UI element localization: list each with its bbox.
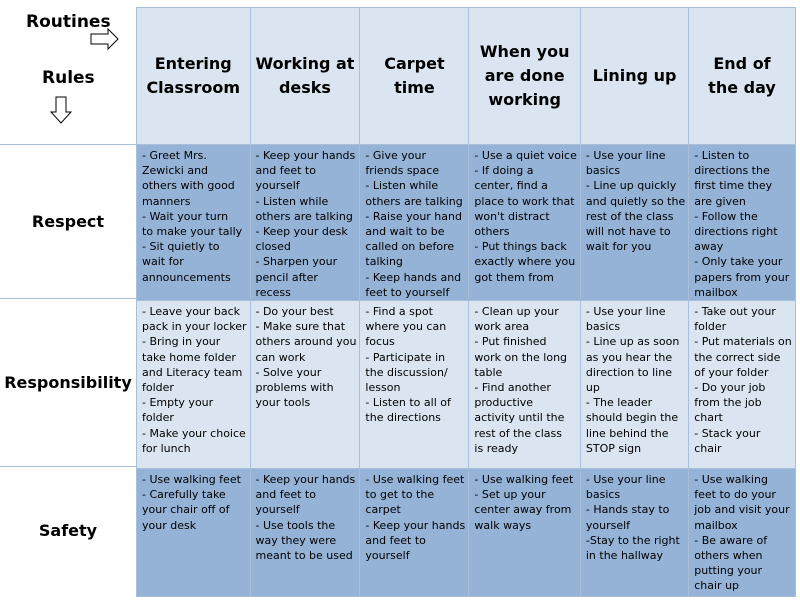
responsibility-endday-cell <box>689 301 796 469</box>
cell-line: - Listen to all of <box>365 396 451 410</box>
cell-line: announcements <box>142 270 231 284</box>
cell-line: in the hallway <box>585 549 664 563</box>
cell-line: carpet <box>365 503 401 517</box>
cell-line: others are talking <box>255 209 353 223</box>
cell-line: pencil after <box>255 270 318 284</box>
cell-line: talking <box>365 255 403 269</box>
row-label-text: Respect <box>31 212 105 231</box>
cell-line: others when <box>694 549 763 563</box>
responsibility-entering-cell <box>137 301 251 469</box>
cell-line: and feet to <box>255 164 316 178</box>
cell-line: - Stack your <box>694 426 761 440</box>
rules-matrix <box>136 7 796 597</box>
cell-line: table <box>474 365 503 379</box>
cell-line: - Use tools the <box>255 518 336 532</box>
arrow-down-icon <box>50 96 72 124</box>
column-header-end-of-day <box>689 8 796 145</box>
safety-done-cell <box>469 469 580 597</box>
cell-line: rest of the class <box>585 209 674 223</box>
cell-line: away <box>694 240 724 254</box>
cell-line: work on the long <box>474 350 568 364</box>
cell-line: - Do your job <box>694 381 766 395</box>
cell-line: - Sharpen your <box>255 255 338 269</box>
cell-line: - Line up as soon <box>585 335 680 349</box>
routines-label: Routines <box>26 12 111 32</box>
cell-line: direction to line <box>585 365 672 379</box>
cell-line: yourself <box>365 549 410 563</box>
cell-line: others with good <box>142 179 235 193</box>
cell-line: should begin the <box>585 411 679 425</box>
cell-line: - Listen while <box>365 179 439 193</box>
cell-line: closed <box>255 240 291 254</box>
cell-line: - Wait your turn <box>142 209 229 223</box>
responsibility-done-cell <box>469 301 580 469</box>
cell-line: - Raise your hand <box>365 209 462 223</box>
respect-done-cell <box>469 145 580 301</box>
cell-line: - Use a quiet voice <box>474 149 577 162</box>
cell-line: folder <box>142 411 174 425</box>
safety-carpet-cell <box>360 469 469 597</box>
cell-line: - Participate in <box>365 350 446 364</box>
cell-line: - Keep your hands <box>255 149 356 162</box>
header-line: Carpet <box>384 54 445 73</box>
respect-carpet-cell <box>360 145 469 301</box>
header-line: working <box>488 90 561 109</box>
header-line: Entering <box>154 54 232 73</box>
cell-line: others are talking <box>365 194 463 208</box>
cell-line: - The leader <box>585 396 653 410</box>
responsibility-carpet-cell <box>360 301 469 469</box>
cell-line: feet to yourself <box>365 285 450 299</box>
cell-line: and feet to <box>365 533 426 547</box>
column-header-entering-classroom <box>137 8 251 145</box>
corner-legend <box>0 0 136 144</box>
cell-line: -Stay to the right <box>585 533 680 547</box>
cell-line: Zewicki and <box>142 164 209 178</box>
cell-line: - Give your <box>365 149 426 162</box>
cell-line: - Put materials on <box>694 335 792 349</box>
cell-line: feet to do your <box>694 488 776 502</box>
cell-line: - Use your line <box>585 473 666 487</box>
header-line: When you <box>479 42 570 61</box>
cell-line: - Line up quickly <box>585 179 677 193</box>
header-line: Classroom <box>146 78 241 97</box>
cell-line: - Solve your <box>255 365 322 379</box>
cell-line: basics <box>585 320 621 334</box>
cell-line: chart <box>694 411 723 425</box>
cell-line: - Keep hands and <box>365 270 462 284</box>
cell-line: the discussion/ <box>365 365 448 379</box>
cell-line: - Set up your <box>474 488 546 502</box>
cell-line: yourself <box>255 179 300 193</box>
cell-line: yourself <box>585 518 631 532</box>
cell-line: center, find a <box>474 179 548 193</box>
cell-line: - Use your line <box>585 149 666 162</box>
header-line: Lining up <box>592 66 677 85</box>
responsibility-lining-cell <box>580 301 688 469</box>
cell-line: place to work that <box>474 194 575 208</box>
row-safety <box>137 469 796 597</box>
cell-line: your chair off of <box>142 503 230 517</box>
cell-line: - Use walking feet <box>474 473 574 487</box>
cell-line: is ready <box>474 441 518 455</box>
cell-line: - Only take your <box>694 255 783 269</box>
cell-line: - Listen to <box>694 149 750 162</box>
cell-line: wait for you <box>585 240 652 254</box>
cell-line: mailbox <box>694 285 738 299</box>
header-line: the day <box>708 78 776 97</box>
cell-line: - Follow the <box>694 209 758 223</box>
cell-line: - Sit quietly to <box>142 240 220 254</box>
cell-line: - Use walking feet <box>142 473 241 487</box>
header-line: desks <box>278 78 331 97</box>
cell-line: productive <box>474 396 534 410</box>
cell-line: - Empty your <box>142 396 214 410</box>
cell-line: focus <box>365 335 395 349</box>
cell-line: - Take out your <box>694 305 776 319</box>
cell-line: friends space <box>365 164 440 178</box>
row-label-safety <box>0 466 136 594</box>
cell-line: your desk <box>142 518 197 532</box>
cell-line: center away from <box>474 503 572 517</box>
row-label-text: Responsibility <box>4 373 132 392</box>
cell-line: - Find another <box>474 381 551 395</box>
cell-line: for lunch <box>142 441 191 455</box>
cell-line: putting your <box>694 564 763 578</box>
cell-line: chair up <box>694 579 740 593</box>
respect-endday-cell <box>689 145 796 301</box>
cell-line: basics <box>585 164 621 178</box>
cell-line: wait for <box>142 255 184 269</box>
cell-line: - Keep your desk <box>255 225 348 239</box>
cell-line: - Make your choice <box>142 426 246 440</box>
cell-line: recess <box>255 285 291 299</box>
cell-line: walk ways <box>474 518 532 532</box>
cell-line: others around you <box>255 335 357 349</box>
safety-lining-cell <box>580 469 688 597</box>
row-responsibility <box>137 301 796 469</box>
cell-line: yourself <box>255 503 300 517</box>
cell-line: as you hear the <box>585 350 673 364</box>
cell-line: problems with <box>255 381 334 395</box>
cell-line: chair <box>694 441 722 455</box>
cell-line: lesson <box>365 381 401 395</box>
cell-line: of your folder <box>694 365 769 379</box>
row-label-text: Safety <box>38 521 98 540</box>
column-header-carpet-time <box>360 8 469 145</box>
cell-line: will not have to <box>585 225 671 239</box>
cell-line: - Clean up your <box>474 305 559 319</box>
cell-line: - Be aware of <box>694 533 768 547</box>
cell-line: called on before <box>365 240 455 254</box>
cell-line: folder <box>142 381 174 395</box>
cell-line: to get to the <box>365 488 435 502</box>
cell-line: basics <box>585 488 621 502</box>
responsibility-desks-cell <box>250 301 360 469</box>
cell-line: where you can <box>365 320 447 334</box>
cell-line: - Keep your hands <box>365 518 466 532</box>
cell-line: manners <box>142 194 191 208</box>
cell-line: - Put finished <box>474 335 547 349</box>
header-line: are done <box>484 66 565 85</box>
cell-line: got them from <box>474 270 554 284</box>
cell-line: - Use walking feet <box>365 473 465 487</box>
cell-line: from the job <box>694 396 762 410</box>
cell-line: take home folder <box>142 350 236 364</box>
cell-line: STOP sign <box>585 441 642 455</box>
respect-desks-cell <box>250 145 360 301</box>
cell-line: others <box>474 225 510 239</box>
cell-line: - Make sure that <box>255 320 346 334</box>
cell-line: way they were <box>255 533 337 547</box>
column-header-lining-up <box>580 8 688 145</box>
cell-line: - Listen while <box>255 194 329 208</box>
cell-line: - Use your line <box>585 305 666 319</box>
cell-line: and wait to be <box>365 225 445 239</box>
column-header-done-working <box>469 8 580 145</box>
cell-line: - If doing a <box>474 164 534 178</box>
cell-line: and Literacy team <box>142 365 243 379</box>
cell-line: - Bring in your <box>142 335 221 349</box>
header-line: Working at <box>255 54 355 73</box>
cell-line: and feet to <box>255 488 316 502</box>
safety-endday-cell <box>689 469 796 597</box>
cell-line: rest of the class <box>474 426 562 440</box>
respect-entering-cell <box>137 145 251 301</box>
cell-line: - Carefully take <box>142 488 226 502</box>
cell-line: the correct side <box>694 350 781 364</box>
cell-line: - Put things back <box>474 240 567 254</box>
cell-line: are given <box>694 194 746 208</box>
cell-line: up <box>585 381 600 395</box>
cell-line: the directions <box>365 411 441 425</box>
cell-line: folder <box>694 320 727 334</box>
cell-line: to make your tally <box>142 225 243 239</box>
row-respect <box>137 145 796 301</box>
rules-label: Rules <box>42 68 95 88</box>
safety-entering-cell <box>137 469 251 597</box>
respect-lining-cell <box>580 145 688 301</box>
cell-line: - Do your best <box>255 305 334 319</box>
column-header-working-at-desks <box>250 8 360 145</box>
cell-line: and quietly so the <box>585 194 686 208</box>
cell-line: - Leave your back <box>142 305 241 319</box>
cell-line: work area <box>474 320 530 334</box>
safety-desks-cell <box>250 469 360 597</box>
cell-line: directions right <box>694 225 778 239</box>
header-row <box>137 8 796 145</box>
cell-line: directions the <box>694 164 770 178</box>
cell-line: activity until the <box>474 411 565 425</box>
cell-line: line behind the <box>585 426 669 440</box>
cell-line: job and visit your <box>694 503 790 517</box>
cell-line: - Hands stay to <box>585 503 670 517</box>
header-line: time <box>394 78 435 97</box>
row-label-respect <box>0 144 136 298</box>
cell-line: mailbox <box>694 518 738 532</box>
cell-line: - Greet Mrs. <box>142 149 207 162</box>
cell-line: pack in your locker <box>142 320 247 334</box>
cell-line: meant to be used <box>255 549 353 563</box>
cell-line: won't distract <box>474 209 550 223</box>
cell-line: - Keep your hands <box>255 473 356 487</box>
header-line: End of <box>713 54 771 73</box>
cell-line: your tools <box>255 396 311 410</box>
cell-line: - Find a spot <box>365 305 433 319</box>
cell-line: - Use walking <box>694 473 768 487</box>
cell-line: can work <box>255 350 306 364</box>
cell-line: papers from your <box>694 270 790 284</box>
cell-line: first time they <box>694 179 773 193</box>
row-label-responsibility <box>0 298 136 466</box>
cell-line: exactly where you <box>474 255 576 269</box>
arrow-right-icon <box>90 28 120 50</box>
